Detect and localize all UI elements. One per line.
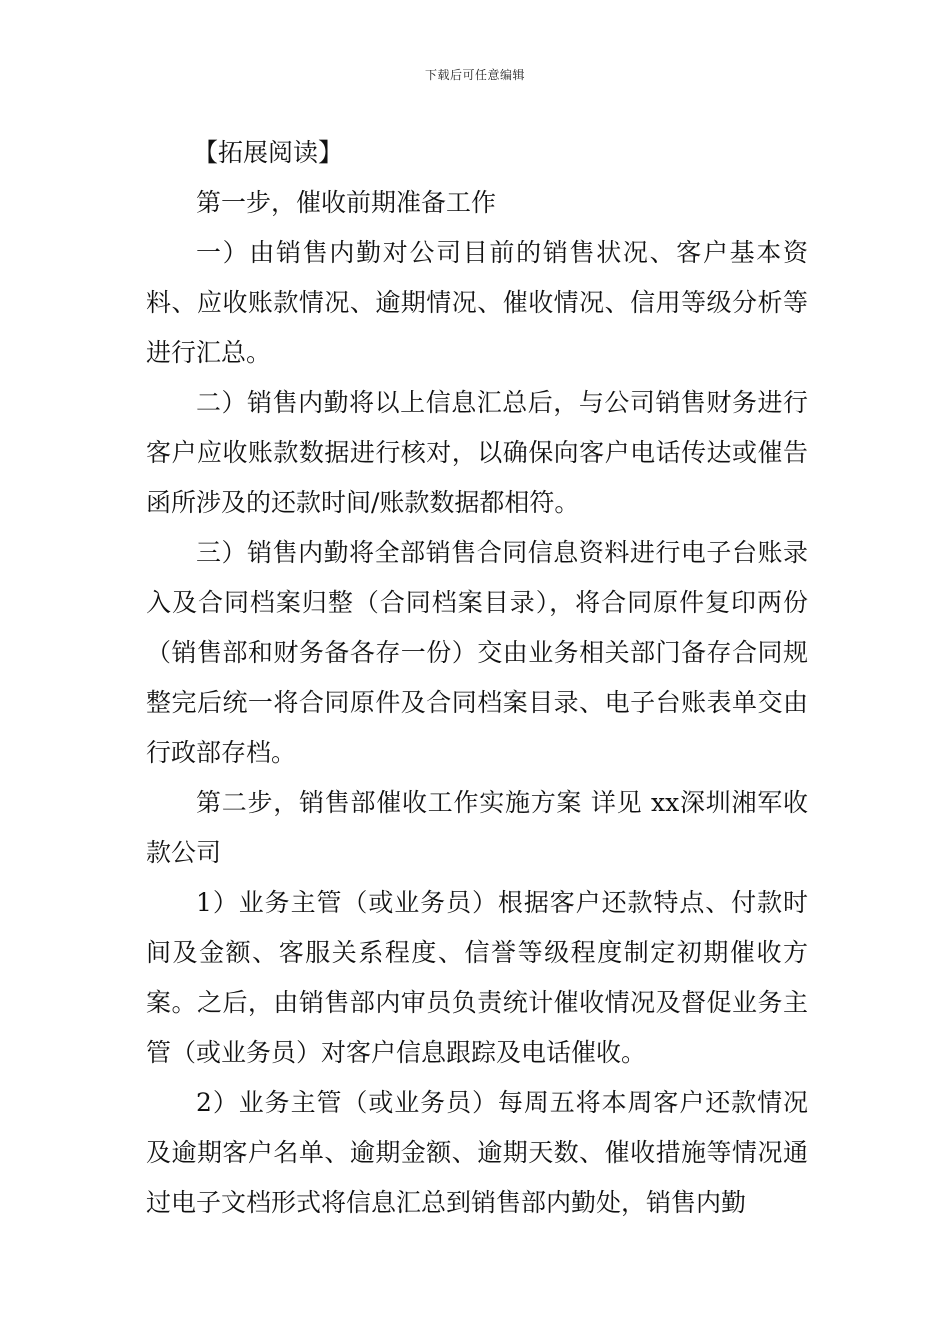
step1-item3-paragraph: 三）销售内勤将全部销售合同信息资料进行电子台账录入及合同档案归整（合同档案目录），将合同原件复印两份（销售部和财务备各存一份）交由业务相关部门备存合同规整完后统一将合同原件及合同档案目录、电子台账表单交由行政部存档。: [146, 538, 808, 767]
step1-item1-paragraph: 一）由销售内勤对公司目前的销售状况、客户基本资料、应收账款情况、逾期情况、催收情况、信用等级分析等进行汇总。: [146, 238, 808, 367]
page-header: 下载后可任意编辑: [424, 68, 525, 82]
step1-item2-paragraph: 二）销售内勤将以上信息汇总后，与公司销售财务进行客户应收账款数据进行核对，以确保向客户电话传达或催告函所涉及的还款时间/账款数据都相符。: [146, 388, 808, 517]
step2-item1-paragraph: 1）业务主管（或业务员）根据客户还款特点、付款时间及金额、客服关系程度、信誉等级程度制定初期催收方案。之后，由销售部内审员负责统计催收情况及督促业务主管（或业务员）对客户信息跟踪及电话催收。: [146, 888, 808, 1067]
step2-title: 第二步，销售部催收工作实施方案 详见 xx深圳湘军收款公司: [146, 788, 808, 867]
step1-title: 第一步，催收前期准备工作: [196, 188, 497, 217]
step2-item2-paragraph: 2）业务主管（或业务员）每周五将本周客户还款情况及逾期客户名单、逾期金额、逾期天数、催收措施等情况通过电子文档形式将信息汇总到销售部内勤处，销售内勤: [146, 1088, 808, 1217]
section-heading: 【拓展阅读】: [193, 138, 344, 167]
document-body: [146, 128, 808, 1228]
